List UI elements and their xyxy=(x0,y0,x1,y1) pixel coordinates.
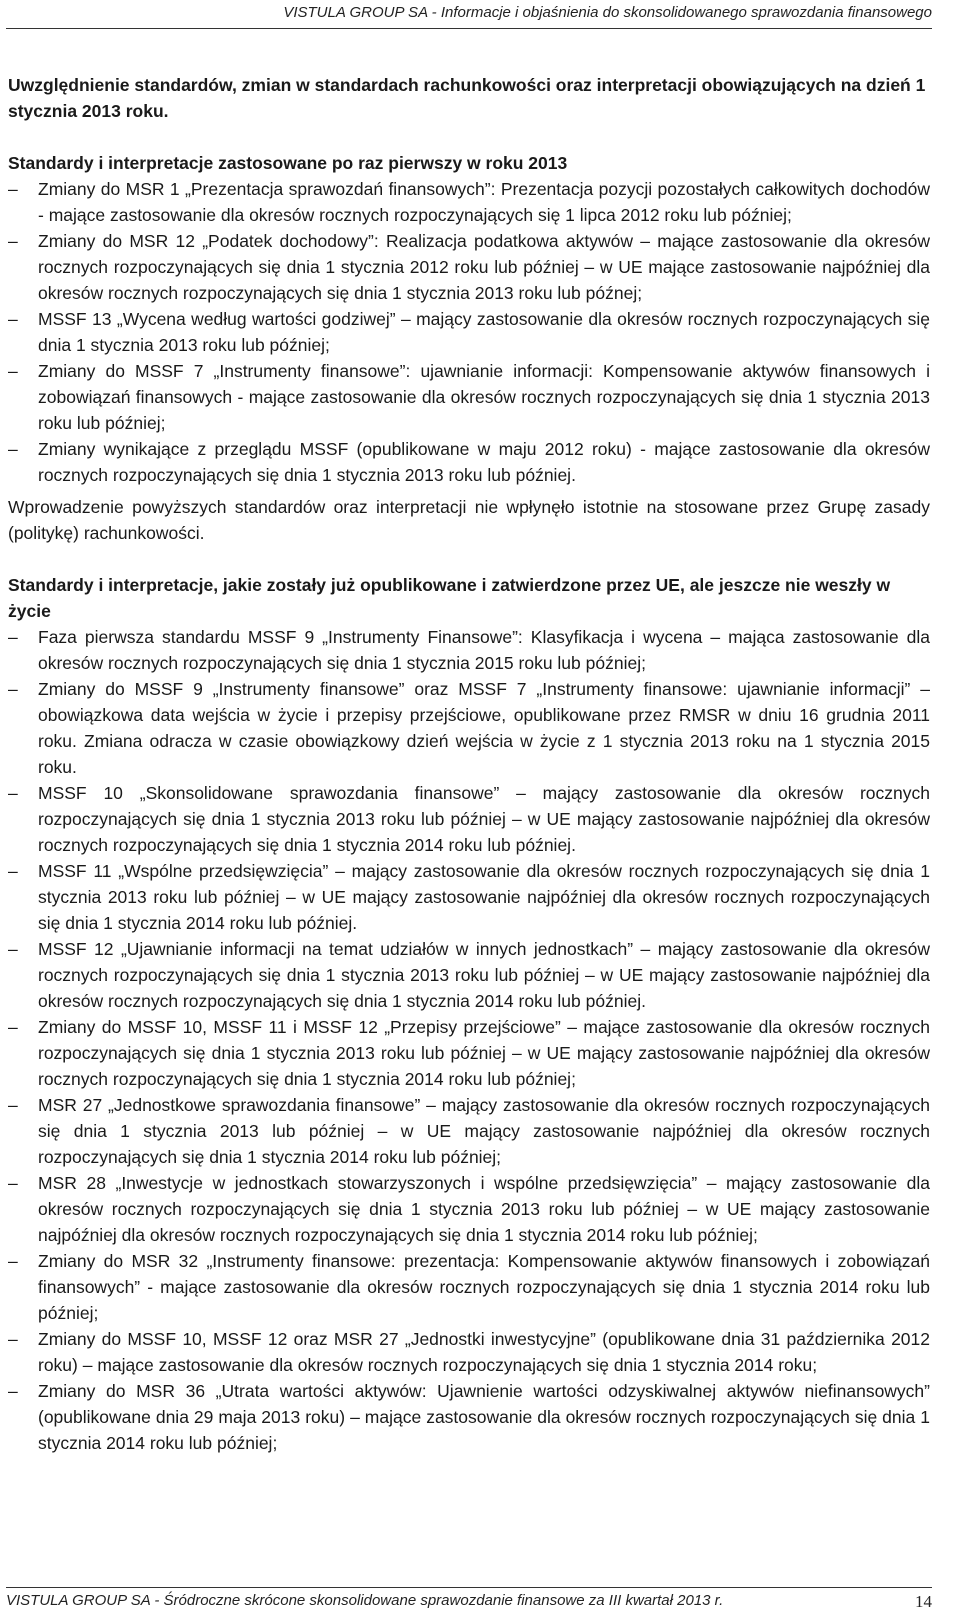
dash-bullet: – xyxy=(8,179,18,199)
list-item xyxy=(8,306,930,358)
applied-standards-conclusion: Wprowadzenie powyższych standardów oraz interpretacji nie wpłynęło istotnie na stosowane przez Grupę zasady (politykę) rachunkowości. xyxy=(8,497,930,543)
dash-bullet: – xyxy=(8,783,18,803)
list-item xyxy=(8,780,930,858)
document-body xyxy=(8,72,930,1456)
list-item-text: MSSF 13 „Wycena według wartości godziwej” – mający zastosowanie dla okresów rocznych rozpoczynających się dnia 1 stycznia 2013 roku lub później; xyxy=(38,309,930,355)
list-item-text: MSSF 10 „Skonsolidowane sprawozdania finansowe” – mający zastosowanie dla okresów rocznych rozpoczynających się dnia 1 stycznia 2013 roku lub później – w UE mający zastosowanie najpóźniej dla okresów rocznych rozpoczynających się dnia 1 stycznia 2014 roku lub później. xyxy=(38,783,930,855)
dash-bullet: – xyxy=(8,439,18,459)
dash-bullet: – xyxy=(8,231,18,251)
running-footer xyxy=(6,1592,932,1612)
list-item-text: Zmiany do MSR 32 „Instrumenty finansowe: prezentacja: Kompensowanie aktywów finansowych i zobowiązań finansowych” - mające zastosowanie dla okresów rocznych rozpoczynających się dnia 1 stycznia 2014 roku lub później; xyxy=(38,1251,930,1323)
footer-title: VISTULA GROUP SA - Śródroczne skrócone skonsolidowane sprawozdanie finansowe za III kwartał 2013 r. xyxy=(6,1592,724,1609)
dash-bullet: – xyxy=(8,679,18,699)
list-item xyxy=(8,358,930,436)
list-item xyxy=(8,676,930,780)
list-item xyxy=(8,624,930,676)
list-item xyxy=(8,1092,930,1170)
dash-bullet: – xyxy=(8,1173,18,1193)
list-item-text: MSR 28 „Inwestycje w jednostkach stowarzyszonych i wspólne przedsięwzięcia” – mający zastosowanie dla okresów rocznych rozpoczynających się dnia 1 stycznia 2013 roku lub później – w UE mający zastosowanie najpóźniej dla okresów rocznych rozpoczynających się dnia 1 stycznia 2014 roku lub później; xyxy=(38,1173,930,1245)
applied-standards-list xyxy=(8,176,930,488)
dash-bullet: – xyxy=(8,939,18,959)
section-title: Uwzględnienie standardów, zmian w standardach rachunkowości oraz interpretacji obowiązujących na dzień 1 stycznia 2013 roku. xyxy=(8,75,926,121)
pending-standards-heading: Standardy i interpretacje, jakie zostały już opublikowane i zatwierdzone przez UE, ale jeszcze nie weszły w życie xyxy=(8,575,891,621)
dash-bullet: – xyxy=(8,1251,18,1271)
list-item xyxy=(8,936,930,1014)
page-number: 14 xyxy=(915,1592,932,1611)
list-item xyxy=(8,1378,930,1456)
dash-bullet: – xyxy=(8,1017,18,1037)
list-item xyxy=(8,176,930,228)
dash-bullet: – xyxy=(8,309,18,329)
list-item-text: Faza pierwsza standardu MSSF 9 „Instrumenty Finansowe”: Klasyfikacja i wycena – mająca zastosowanie dla okresów rocznych rozpoczynających się dnia 1 stycznia 2015 roku lub później; xyxy=(38,627,930,673)
list-item-text: Zmiany wynikające z przeglądu MSSF (opublikowane w maju 2012 roku) - mające zastosowanie dla okresów rocznych rozpoczynających się dnia 1 stycznia 2013 roku lub później. xyxy=(38,439,930,485)
list-item-text: MSSF 11 „Wspólne przedsięwzięcia” – mający zastosowanie dla okresów rocznych rozpoczynających się dnia 1 stycznia 2013 roku lub później – w UE mający zastosowanie najpóźniej dla okresów rocznych rozpoczynających się dnia 1 stycznia 2014 roku lub później. xyxy=(38,861,930,933)
list-item xyxy=(8,1248,930,1326)
list-item xyxy=(8,228,930,306)
list-item xyxy=(8,1170,930,1248)
dash-bullet: – xyxy=(8,1095,18,1115)
list-item-text: Zmiany do MSSF 10, MSSF 11 i MSSF 12 „Przepisy przejściowe” – mające zastosowanie dla okresów rocznych rozpoczynających się dnia 1 stycznia 2013 roku lub później – w UE mający zastosowanie najpóźniej dla okresów rocznych rozpoczynających się dnia 1 stycznia 2014 roku lub później; xyxy=(38,1017,930,1089)
dash-bullet: – xyxy=(8,627,18,647)
dash-bullet: – xyxy=(8,361,18,381)
list-item xyxy=(8,1326,930,1378)
header-divider xyxy=(6,28,932,29)
list-item xyxy=(8,436,930,488)
list-item-text: Zmiany do MSR 12 „Podatek dochodowy”: Realizacja podatkowa aktywów – mające zastosowanie dla okresów rocznych rozpoczynających się dnia 1 stycznia 2012 roku lub później – w UE mające zastosowanie najpóźniej dla okresów rocznych rozpoczynających się dnia 1 stycznia 2013 roku lub późnej; xyxy=(38,231,930,303)
footer-divider xyxy=(6,1587,932,1588)
list-item-text: MSR 27 „Jednostkowe sprawozdania finansowe” – mający zastosowanie dla okresów rocznych rozpoczynających się dnia 1 stycznia 2013 lub później – w UE mający zastosowanie najpóźniej dla okresów rocznych rozpoczynających się dnia 1 stycznia 2014 roku lub później; xyxy=(38,1095,930,1167)
pending-standards-list xyxy=(8,624,930,1456)
running-header: VISTULA GROUP SA - Informacje i objaśnienia do skonsolidowanego sprawozdania finansowego xyxy=(283,4,932,21)
list-item-text: Zmiany do MSR 36 „Utrata wartości aktywów: Ujawnienie wartości odzyskiwalnej aktywów niefinansowych” (opublikowane dnia 29 maja 2013 roku) – mające zastosowanie dla okresów rocznych rozpoczynających się dnia 1 stycznia 2014 roku lub później; xyxy=(38,1381,930,1453)
dash-bullet: – xyxy=(8,1381,18,1401)
list-item-text: Zmiany do MSSF 7 „Instrumenty finansowe”: ujawnianie informacji: Kompensowanie aktywów finansowych i zobowiązań finansowych - mające zastosowanie dla okresów rocznych rozpoczynających się dnia 1 stycznia 2013 roku lub później; xyxy=(38,361,930,433)
list-item-text: Zmiany do MSSF 9 „Instrumenty finansowe” oraz MSSF 7 „Instrumenty finansowe: ujawnianie informacji” – obowiązkowa data wejścia w życie i przepisy przejściowe, opublikowane przez RMSR w dniu 16 grudnia 2011 roku. Zmiana odracza w czasie obowiązkowy dzień wejścia w życie z 1 stycznia 2013 roku na 1 stycznia 2015 roku. xyxy=(38,679,930,777)
dash-bullet: – xyxy=(8,1329,18,1349)
list-item xyxy=(8,858,930,936)
list-item-text: Zmiany do MSSF 10, MSSF 12 oraz MSR 27 „Jednostki inwestycyjne” (opublikowane dnia 31 października 2012 roku) – mające zastosowanie dla okresów rocznych rozpoczynających się dnia 1 stycznia 2014 roku; xyxy=(38,1329,930,1375)
applied-standards-heading: Standardy i interpretacje zastosowane po raz pierwszy w roku 2013 xyxy=(8,153,568,173)
dash-bullet: – xyxy=(8,861,18,881)
list-item-text: MSSF 12 „Ujawnianie informacji na temat udziałów w innych jednostkach” – mający zastosowanie dla okresów rocznych rozpoczynających się dnia 1 stycznia 2013 roku lub później – w UE mający zastosowanie najpóźniej dla okresów rocznych rozpoczynających się dnia 1 stycznia 2014 roku lub później. xyxy=(38,939,930,1011)
list-item xyxy=(8,1014,930,1092)
list-item-text: Zmiany do MSR 1 „Prezentacja sprawozdań finansowych”: Prezentacja pozycji pozostałych całkowitych dochodów - mające zastosowanie dla okresów rocznych rozpoczynających się 1 lipca 2012 roku lub później; xyxy=(38,179,930,225)
